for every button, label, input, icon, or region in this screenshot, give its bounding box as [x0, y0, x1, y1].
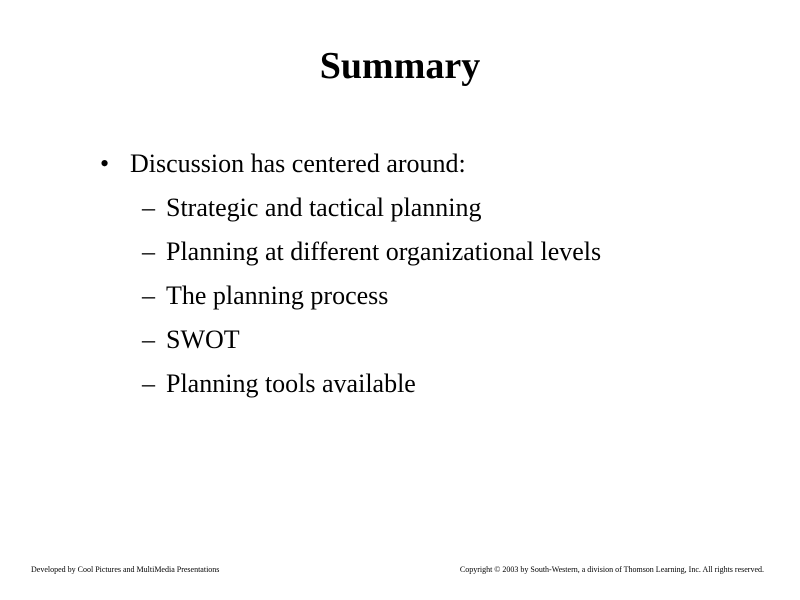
sub-bullet-organizational-levels [100, 230, 760, 274]
sub-bullet-text: Strategic and tactical planning [166, 193, 482, 222]
sub-bullet-text: Planning tools available [166, 369, 416, 398]
sub-bullet-marker: – [142, 193, 155, 222]
sub-bullet-marker: – [142, 369, 155, 398]
sub-bullet-swot [100, 318, 760, 362]
sub-bullet-planning-process [100, 274, 760, 318]
slide-content [100, 142, 760, 406]
sub-bullet-strategic-tactical [100, 186, 760, 230]
sub-bullet-marker: – [142, 237, 155, 266]
sub-bullet-text: Planning at different organizational levels [166, 237, 602, 266]
sub-bullet-text: SWOT [166, 325, 240, 354]
bullet-marker: • [100, 149, 110, 178]
slide-title: Summary [319, 45, 481, 87]
sub-bullet-planning-tools [100, 362, 760, 406]
sub-bullet-text: The planning process [166, 281, 389, 310]
sub-bullet-list [100, 186, 760, 406]
sub-bullet-marker: – [142, 325, 155, 354]
footer-credit: Developed by Cool Pictures and MultiMedia Presentations [31, 565, 220, 574]
main-bullet-text: Discussion has centered around: [130, 149, 466, 178]
sub-bullet-marker: – [142, 281, 155, 310]
main-bullet [100, 142, 760, 186]
footer-copyright: Copyright © 2003 by South-Western, a division of Thomson Learning, Inc. All rights reserved. [459, 565, 764, 574]
